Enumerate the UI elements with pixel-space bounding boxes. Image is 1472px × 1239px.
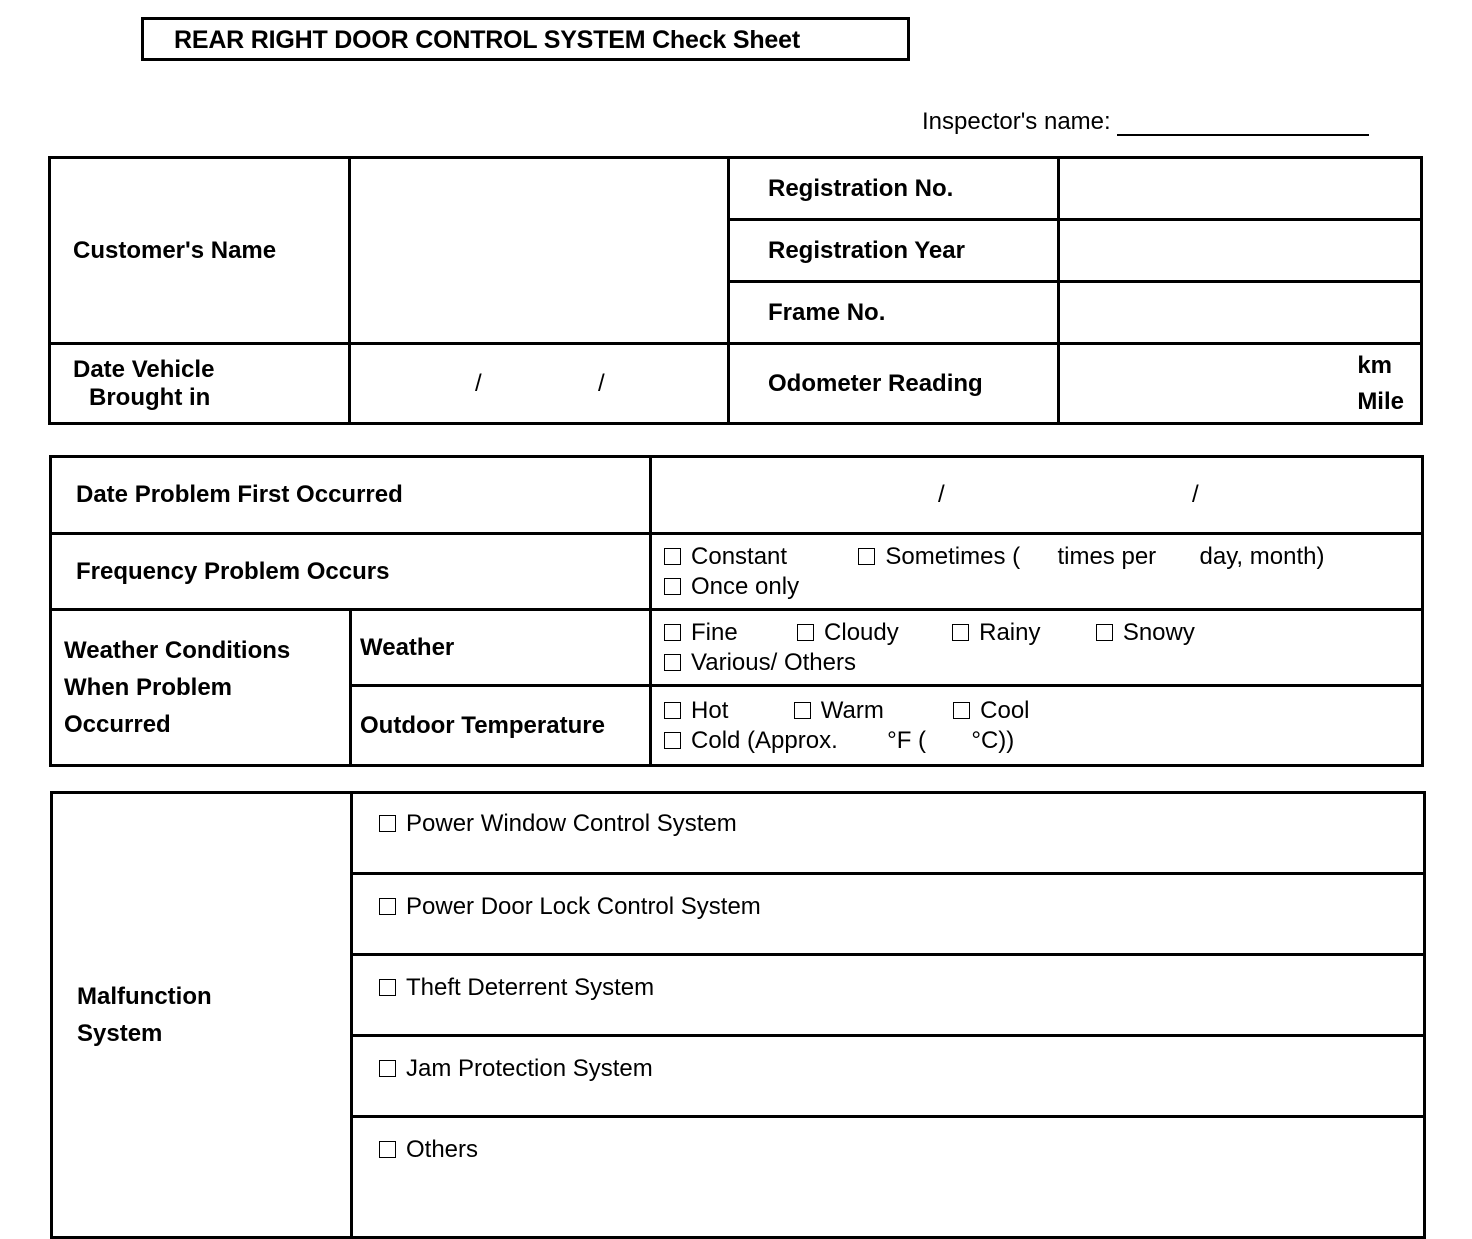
inspector-name-line[interactable]	[1117, 110, 1369, 136]
weather-conditions-label	[51, 610, 351, 766]
inspector-name-field	[922, 108, 1369, 136]
temperature-options	[651, 686, 1423, 766]
checkbox-icon[interactable]	[664, 578, 681, 595]
weather-label: Weather	[351, 610, 651, 686]
outdoor-temperature-label: Outdoor Temperature	[351, 686, 651, 766]
date-separator: /	[938, 481, 945, 508]
vehicle-info-table	[48, 156, 1423, 425]
date-separator: /	[475, 369, 482, 397]
checkbox-icon[interactable]	[664, 624, 681, 641]
date-brought-in-field[interactable]	[350, 344, 729, 424]
date-first-occurred-field[interactable]	[651, 457, 1423, 534]
temperature-hot-option[interactable]: Hot	[664, 697, 728, 724]
malfunction-option[interactable]: Power Window Control System	[352, 793, 1425, 874]
conditions-line3: Occurred	[64, 711, 171, 738]
unit-mile: Mile	[1357, 387, 1404, 415]
degrees-f-text: °F (	[887, 726, 927, 754]
checkbox-icon[interactable]	[858, 548, 875, 565]
date-brought-in-line2: Brought in	[89, 383, 211, 411]
checkbox-icon[interactable]	[952, 624, 969, 641]
frame-no-field[interactable]	[1059, 282, 1422, 344]
date-brought-in-line1: Date Vehicle	[73, 355, 215, 383]
conditions-line1: Weather Conditions	[64, 637, 291, 664]
times-per-text: times per	[1057, 542, 1157, 570]
malfunction-system-table	[50, 791, 1426, 1239]
date-separator: /	[1192, 481, 1199, 508]
checkbox-icon[interactable]	[664, 654, 681, 671]
malfunction-option[interactable]: Power Door Lock Control System	[352, 874, 1425, 955]
registration-year-label: Registration Year	[729, 220, 1059, 282]
weather-rainy-option[interactable]: Rainy	[952, 619, 1040, 646]
frame-no-label: Frame No.	[729, 282, 1059, 344]
checkbox-icon[interactable]	[664, 732, 681, 749]
weather-cloudy-option[interactable]: Cloudy	[797, 619, 899, 646]
checkbox-icon[interactable]	[379, 815, 396, 832]
malfunction-option[interactable]: Jam Protection System	[352, 1036, 1425, 1117]
checkbox-icon[interactable]	[379, 898, 396, 915]
checkbox-icon[interactable]	[379, 1060, 396, 1077]
inspector-name-label: Inspector's name:	[922, 108, 1111, 135]
checkbox-icon[interactable]	[379, 1141, 396, 1158]
customers-name-label: Customer's Name	[50, 158, 350, 344]
malfunction-option[interactable]: Theft Deterrent System	[352, 955, 1425, 1036]
date-first-occurred-label: Date Problem First Occurred	[51, 457, 651, 534]
malfunction-option[interactable]: Others	[352, 1117, 1425, 1238]
unit-km: km	[1357, 351, 1392, 379]
checkbox-icon[interactable]	[797, 624, 814, 641]
weather-fine-option[interactable]: Fine	[664, 619, 738, 646]
frequency-label: Frequency Problem Occurs	[51, 534, 651, 610]
day-month-text: day, month)	[1199, 542, 1325, 570]
registration-no-field[interactable]	[1059, 158, 1422, 220]
malfunction-label-line1: Malfunction	[77, 983, 212, 1010]
checkbox-icon[interactable]	[664, 548, 681, 565]
problem-conditions-table	[49, 455, 1424, 767]
odometer-reading-field[interactable]	[1059, 344, 1422, 424]
weather-options	[651, 610, 1423, 686]
malfunction-system-label	[52, 793, 352, 1238]
malfunction-label-line2: System	[77, 1020, 163, 1047]
checkbox-icon[interactable]	[664, 702, 681, 719]
registration-year-field[interactable]	[1059, 220, 1422, 282]
date-separator: /	[598, 369, 605, 397]
checkbox-icon[interactable]	[379, 979, 396, 996]
frequency-sometimes-option[interactable]: Sometimes (	[858, 543, 1020, 570]
registration-no-label: Registration No.	[729, 158, 1059, 220]
temperature-cold-option[interactable]: Cold (Approx.	[664, 727, 838, 754]
frequency-once-only-option[interactable]: Once only	[664, 572, 1421, 602]
checkbox-icon[interactable]	[794, 702, 811, 719]
sheet-title: REAR RIGHT DOOR CONTROL SYSTEM Check Sheet	[141, 17, 910, 61]
checkbox-icon[interactable]	[1096, 624, 1113, 641]
frequency-constant-option[interactable]: Constant	[664, 543, 787, 570]
frequency-options	[651, 534, 1423, 610]
date-brought-in-label	[50, 344, 350, 424]
odometer-reading-label: Odometer Reading	[729, 344, 1059, 424]
degrees-c-text: °C))	[971, 726, 1015, 754]
temperature-cool-option[interactable]: Cool	[953, 697, 1029, 724]
weather-snowy-option[interactable]: Snowy	[1096, 619, 1195, 646]
customers-name-field[interactable]	[350, 158, 729, 344]
temperature-warm-option[interactable]: Warm	[794, 697, 884, 724]
weather-various-option[interactable]: Various/ Others	[664, 648, 1421, 678]
conditions-line2: When Problem	[64, 674, 233, 701]
checkbox-icon[interactable]	[953, 702, 970, 719]
